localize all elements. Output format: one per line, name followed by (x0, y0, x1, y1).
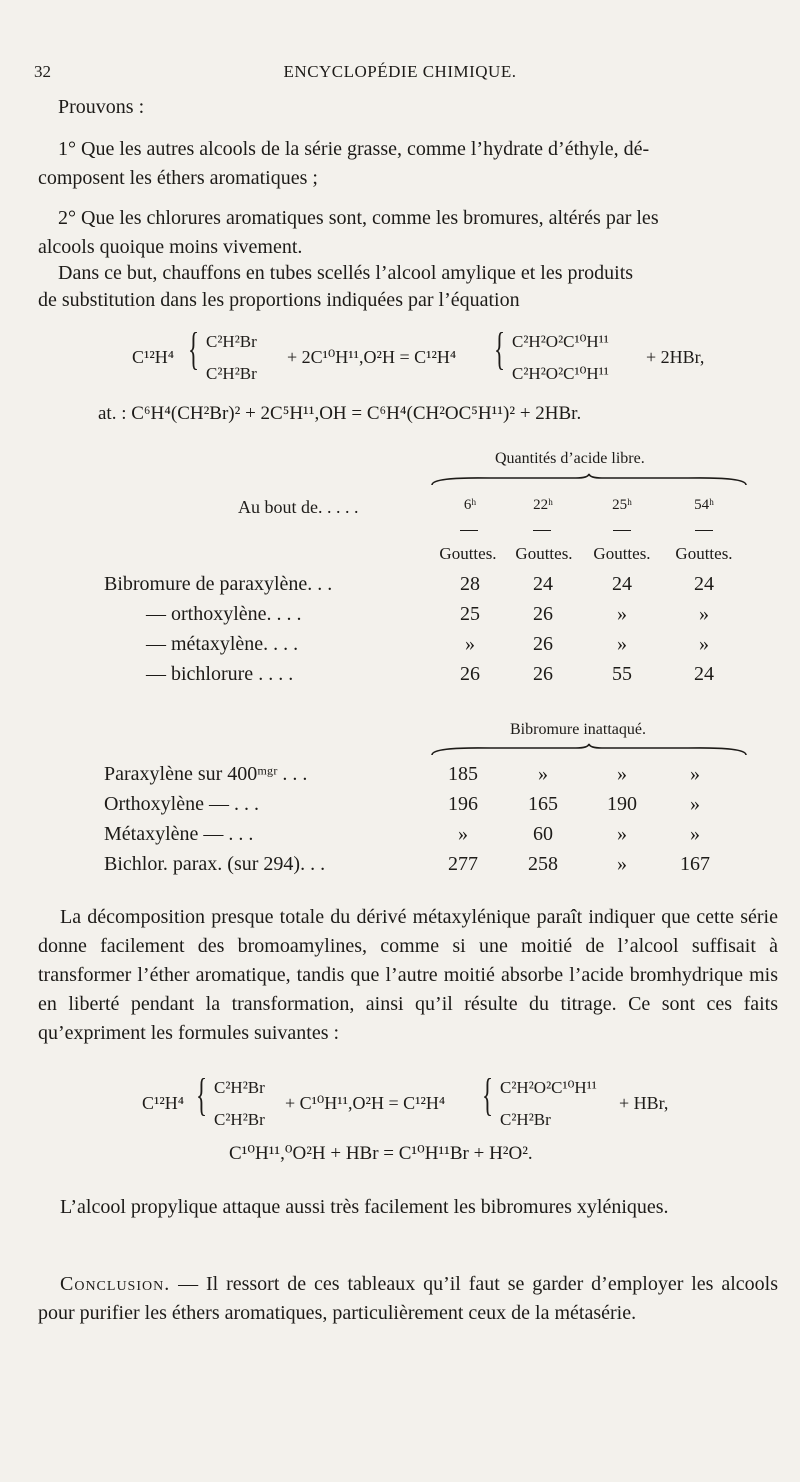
cell: » (617, 633, 627, 655)
eq2-brace-left: { (196, 1069, 208, 1120)
cell: » (690, 793, 700, 815)
conclusion-text: — Il ressort de ces tableaux qu’il faut se garder d’employer les alcools pour purifier les éthers aromatiques, particulièrement ceux de la métasérie. (38, 1273, 778, 1324)
eq1-right: + 2HBr, (646, 347, 705, 367)
para-2-line-b: alcools quoique moins vivement. (38, 236, 303, 258)
cell: 24 (533, 573, 553, 595)
para-propylique: L’alcool propylique attaque aussi très facilement les bibromures xyléniques. (60, 1196, 669, 1218)
cell: 55 (612, 663, 632, 685)
eq2-bot-b: C²H²Br (500, 1110, 551, 1129)
cell: » (690, 823, 700, 845)
cell: 185 (448, 763, 478, 785)
eq2-brace-right: { (482, 1069, 494, 1120)
conclusion-label: Conclusion. (60, 1273, 171, 1295)
cell: 196 (448, 793, 478, 815)
cell: 28 (460, 573, 480, 595)
equation-atomic: at. : C⁶H⁴(CH²Br)² + 2C⁵H¹¹,OH = C⁶H⁴(CH²OC⁵H¹¹)² + 2HBr. (98, 403, 582, 424)
page-number: 32 (34, 62, 51, 81)
para-3-line-b: de substitution dans les proportions indiquées par l’équation (38, 289, 520, 311)
cell: 167 (680, 853, 710, 875)
cell: » (617, 603, 627, 625)
eq1-bot-b: C²H²O²C¹⁰H¹¹ (512, 364, 609, 383)
cell: 258 (528, 853, 558, 875)
cell: 26 (533, 603, 553, 625)
eq1-mid: + 2C¹⁰H¹¹,O²H = C¹²H⁴ (287, 347, 457, 367)
eq1-bot-a: C²H²Br (206, 364, 257, 383)
table1-time: 54ʰ (694, 497, 714, 513)
row-label: Bichlor. parax. (sur 294). . . (104, 853, 326, 875)
table1-unit: Gouttes. (439, 544, 497, 563)
cell: » (617, 763, 627, 785)
cell: » (617, 823, 627, 845)
eq2-left: C¹²H⁴ (142, 1093, 185, 1113)
table1-time: 25ʰ (612, 497, 632, 513)
para-3-line-a: Dans ce but, chauffons en tubes scellés l’alcool amylique et les produits (58, 262, 634, 284)
cell: 190 (607, 793, 637, 815)
dash (695, 530, 713, 531)
table1-unit: Gouttes. (593, 544, 651, 563)
eq2-top-b: C²H²O²C¹⁰H¹¹ (500, 1078, 597, 1097)
eq2-mid: + C¹⁰H¹¹,O²H = C¹²H⁴ (285, 1093, 446, 1113)
row-label: Métaxylène — . . . (104, 823, 254, 845)
cell: 25 (460, 603, 480, 625)
eq2-top-a: C²H²Br (214, 1078, 265, 1097)
table1-unit: Gouttes. (675, 544, 733, 563)
cell: 24 (694, 663, 714, 685)
eq1-left: C¹²H⁴ (132, 347, 175, 367)
para-2-line-a: 2° Que les chlorures aromatiques sont, comme les bromures, altérés par les (58, 207, 659, 229)
equation-3: C¹⁰H¹¹,⁰O²H + HBr = C¹⁰H¹¹Br + H²O². (229, 1143, 533, 1164)
para-conclusion (38, 1270, 778, 1328)
dash (613, 530, 631, 531)
para-decomposition: La décomposition presque totale du dérivé métaxylénique paraît indiquer que cette série donne facilement des bromoamylines, comme si une moitié de l’alcool suffisait à transformer l’éther aromatique, tandis que l’autre moitié absorbe l’acide bromhydrique mis en liberté pendant la transformation, ainsi qu’il résulte du titrage. Ce sont ces faits qu’expriment les formules suivantes : (38, 906, 778, 1044)
cell: » (538, 763, 548, 785)
table2-caption: Bibromure inattaqué. (510, 721, 646, 738)
eq1-brace-left: { (188, 323, 200, 374)
dash (533, 530, 551, 531)
cell: 277 (448, 853, 478, 875)
row-label: — orthoxylène. . . . (146, 603, 302, 625)
table1-row-label: Au bout de. . . . . (238, 497, 359, 517)
dash (460, 530, 478, 531)
header-title: ENCYCLOPÉDIE CHIMIQUE. (283, 62, 517, 81)
para-prouvons: Prouvons : (58, 96, 145, 118)
cell: 26 (460, 663, 480, 685)
table1-brace (430, 473, 748, 487)
row-label: Paraxylène sur 400ᵐᵍʳ . . . (104, 763, 308, 785)
cell: » (699, 603, 709, 625)
cell: 26 (533, 663, 553, 685)
table1-unit: Gouttes. (515, 544, 573, 563)
para-1-line-a: 1° Que les autres alcools de la série grasse, comme l’hydrate d’éthyle, dé- (58, 138, 650, 160)
cell: » (617, 853, 627, 875)
cell: » (690, 763, 700, 785)
cell: » (699, 633, 709, 655)
table1-caption: Quantités d’acide libre. (495, 450, 645, 467)
cell: » (458, 823, 468, 845)
para-1-line-b: composent les éthers aromatiques ; (38, 167, 318, 189)
cell: 24 (694, 573, 714, 595)
cell: 26 (533, 633, 553, 655)
eq2-bot-a: C²H²Br (214, 1110, 265, 1129)
table1-time: 6ʰ (463, 497, 477, 513)
table2-brace (430, 743, 748, 757)
row-label: — métaxylène. . . . (146, 633, 299, 655)
eq2-right: + HBr, (619, 1093, 669, 1113)
cell: 60 (533, 823, 553, 845)
eq1-brace-right: { (494, 323, 506, 374)
row-label: Orthoxylène — . . . (104, 793, 259, 815)
cell: 24 (612, 573, 632, 595)
table1-time: 22ʰ (533, 497, 553, 513)
eq1-top-a: C²H²Br (206, 332, 257, 351)
row-label: Bibromure de paraxylène. . . (104, 573, 333, 595)
cell: 165 (528, 793, 558, 815)
cell: » (465, 633, 475, 655)
row-label: — bichlorure . . . . (146, 663, 294, 685)
eq1-top-b: C²H²O²C¹⁰H¹¹ (512, 332, 609, 351)
running-header (34, 62, 766, 86)
